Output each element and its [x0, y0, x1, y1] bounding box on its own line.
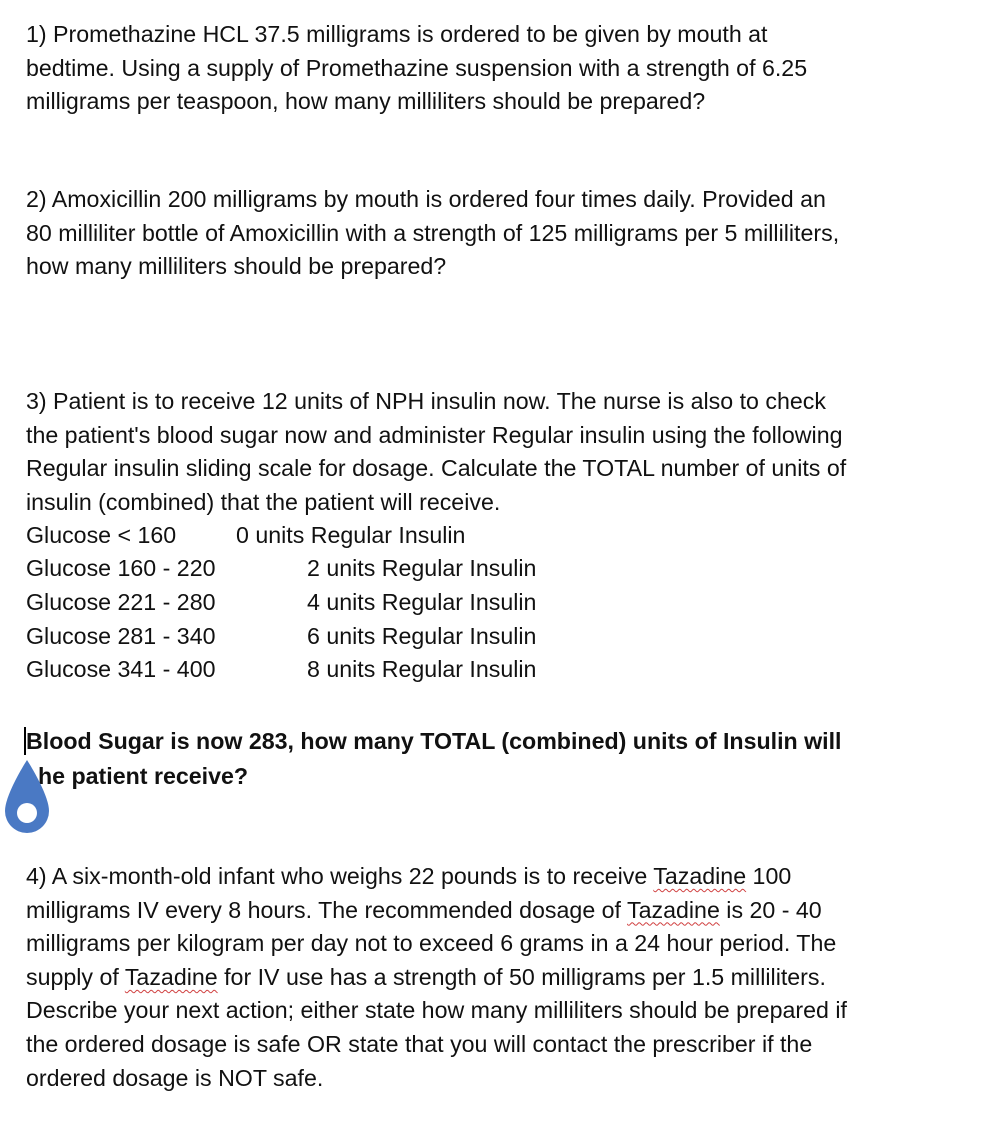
question-3-line: insulin (combined) that the patient will receive. — [26, 488, 501, 515]
question-2-line: how many milliliters should be prepared? — [26, 253, 447, 280]
scale-dose: 0 units Regular Insulin — [236, 522, 466, 548]
scale-dose: 4 units Regular Insulin — [307, 589, 537, 615]
scale-range: Glucose 221 - 280 — [26, 589, 216, 615]
scale-range: Glucose 160 - 220 — [26, 555, 216, 581]
question-1-line: 1) Promethazine HCL 37.5 milligrams is ordered to be given by mouth at — [26, 21, 768, 47]
question-3 — [26, 385, 956, 519]
question-2-line: 80 milliliter bottle of Amoxicillin with a strength of 125 milligrams per 5 milliliters, — [26, 219, 840, 246]
misspelled-word[interactable]: Tazadine — [627, 896, 720, 923]
question-1 — [26, 18, 956, 119]
misspelled-word[interactable]: Tazadine — [653, 863, 747, 889]
q4-text: supply of — [26, 963, 125, 990]
q4-text: 100 — [746, 863, 792, 889]
question-4-line: ordered dosage is NOT safe. — [26, 1064, 324, 1091]
question-4-line — [26, 860, 956, 894]
question-3-line: Regular insulin sliding scale for dosage. Calculate the TOTAL number of units of — [26, 455, 847, 482]
scale-dose: 2 units Regular Insulin — [307, 555, 537, 581]
question-1-line: bedtime. Using a supply of Promethazine suspension with a strength of 6.25 — [26, 54, 808, 81]
blood-sugar-question-line: Blood Sugar is now 283, how many TOTAL (combined) units of Insulin will — [26, 728, 842, 754]
blood-sugar-question-line: he patient receive? — [38, 763, 249, 789]
q4-text: is 20 - 40 — [719, 896, 822, 923]
scale-range: Glucose 281 - 340 — [26, 623, 216, 649]
misspelled-word[interactable]: Tazadine — [124, 963, 218, 990]
question-1-line: milligrams per teaspoon, how many milliliters should be prepared? — [26, 88, 706, 115]
blood-sugar-question[interactable] — [26, 724, 841, 794]
question-3-line: 3) Patient is to receive 12 units of NPH insulin now. The nurse is also to check — [26, 388, 826, 414]
question-4 — [26, 860, 956, 1095]
question-4-line: milligrams per kilogram per day not to exceed 6 grams in a 24 hour period. The — [26, 930, 837, 957]
question-2 — [26, 183, 956, 284]
q4-text: 4) A six-month-old infant who weighs 22 pounds is to receive — [26, 863, 654, 889]
text-cursor — [24, 727, 26, 755]
question-2-line: 2) Amoxicillin 200 milligrams by mouth is ordered four times daily. Provided an — [26, 186, 826, 212]
question-3-line: the patient's blood sugar now and administer Regular insulin using the following — [26, 421, 843, 448]
scale-range: Glucose < 160 — [26, 522, 177, 548]
question-4-line — [26, 961, 956, 995]
selection-handle-icon[interactable] — [2, 758, 52, 838]
scale-dose: 6 units Regular Insulin — [307, 623, 537, 649]
question-4-line — [26, 894, 956, 928]
q4-text: for IV use has a strength of 50 milligrams per 1.5 milliliters. — [217, 963, 826, 990]
scale-range: Glucose 341 - 400 — [26, 656, 216, 682]
scale-dose: 8 units Regular Insulin — [307, 656, 537, 682]
question-4-line: Describe your next action; either state how many milliliters should be prepared if — [26, 997, 847, 1024]
question-4-line: the ordered dosage is safe OR state that you will contact the prescriber if the — [26, 1030, 813, 1057]
q4-text: milligrams IV every 8 hours. The recommended dosage of — [26, 896, 628, 923]
